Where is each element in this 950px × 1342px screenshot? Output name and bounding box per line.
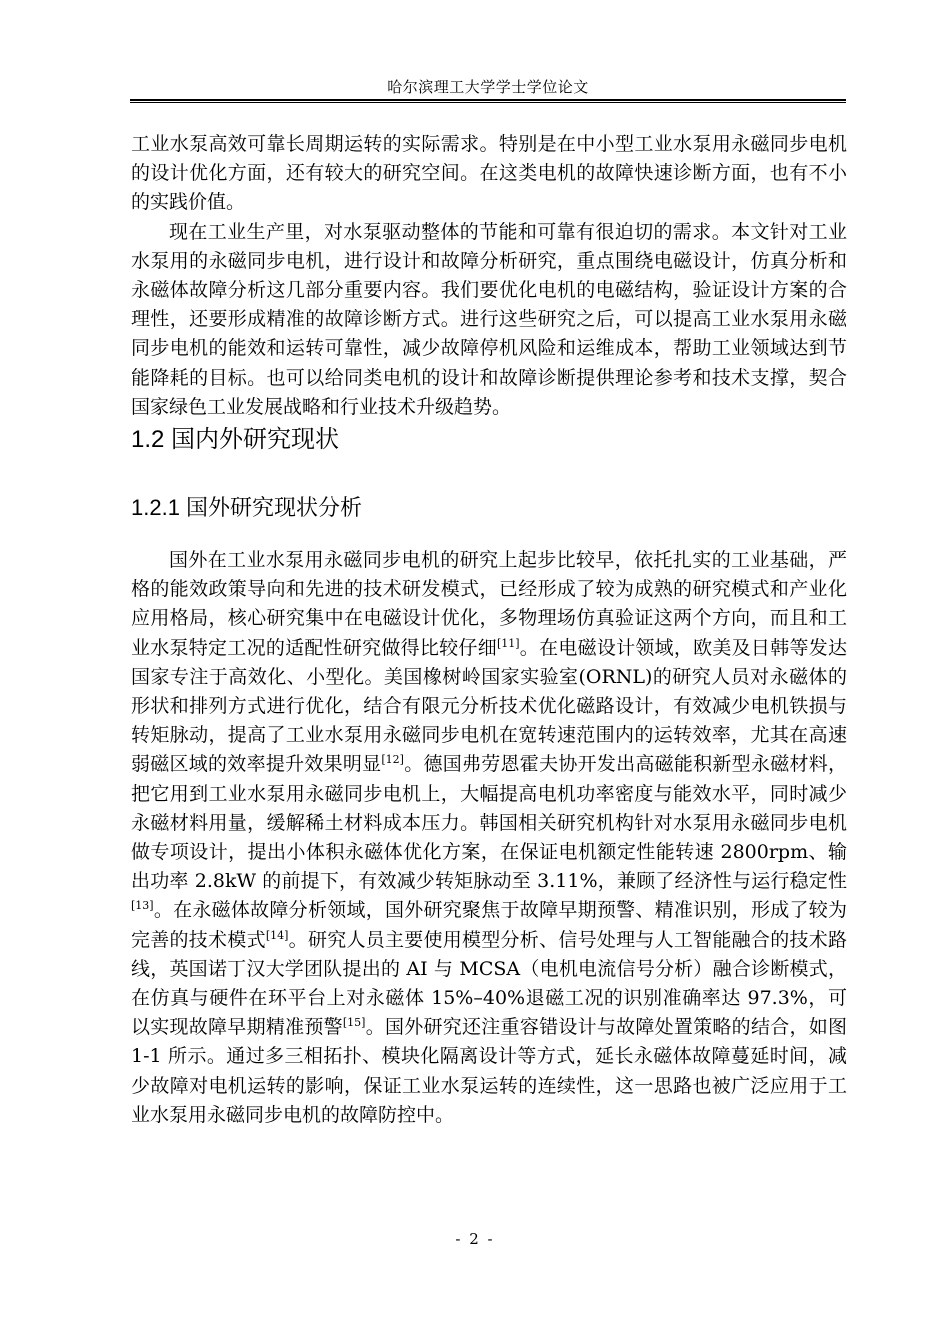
citation-ref: [12] [381,753,404,767]
paragraph-continued: 工业水泵高效可靠长周期运转的实际需求。特别是在中小型工业水泵用永磁同步电机的设计优化方面，还有较大的研究空间。在这类电机的故障快速诊断方面，也有不小的实践价值。 [131,133,847,214]
citation-ref: [14] [265,928,289,942]
citation-ref: [13] [131,899,154,913]
paragraph-foreign-research [131,546,847,1130]
text-run: 。国外研究还注重容错设计与故障处置策略的结合，如图 1-1 所示。通过多三相拓扑、模块化隔离设计等方式，延长永磁体故障蔓延时间，减少故障对电机运转的影响，保证工业水泵运转的连续性，这一思路也被广泛应用于工业水泵用永磁同步电机的故障防控中。 [131,1016,847,1126]
text-run: 。在永磁体故障分析领域，国外研究聚焦于故障早期预警、精准识别，形成了较为完善的技术模式 [131,899,847,951]
running-header: 哈尔滨理工大学学士学位论文 [387,78,589,96]
subsection-heading: 1.2.1 国外研究现状分析 [131,495,363,520]
header-rule [130,99,846,103]
text-run: 。在电磁设计领域，欧美及日韩等发达国家专注于高效化、小型化。美国橡树岭国家实验室(ORNL)的研究人员对永磁体的形状和排列方式进行优化，结合有限元分析技术优化磁路设计，有效减少电机铁损与转矩脉动，提高了工业水泵用永磁同步电机在宽转速范围内的运转效率，尤其在高速弱磁区域的效率提升效果明显 [131,636,847,776]
section-heading: 1.2 国内外研究现状 [131,426,340,453]
intro-section [131,130,847,422]
text-run: 。研究人员主要使用模型分析、信号处理与人工智能融合的技术路线，英国诺丁汉大学团队提出的 AI 与 MCSA（电机电流信号分析）融合诊断模式，在仿真与硬件在环平台上对永磁体 15%–40%退磁工况的识别准确率达 97.3%，可以实现故障早期精准预警 [131,928,847,1039]
citation-ref: [11] [496,636,520,650]
paragraph-motivation: 现在工业生产里，对水泵驱动整体的节能和可靠有很迫切的需求。本文针对工业水泵用的永磁同步电机，进行设计和故障分析研究，重点围绕电磁设计，仿真分析和永磁体故障分析这几部分重要内容。我们要优化电机的电磁结构，验证设计方案的合理性，还要形成精准的故障诊断方式。进行这些研究之后，可以提高工业水泵用永磁同步电机的能效和运转可靠性，减少故障停机风险和运维成本，帮助工业领域达到节能降耗的目标。也可以给同类电机的设计和故障诊断提供理论参考和技术支撑，契合国家绿色工业发展战略和行业技术升级趋势。 [131,220,847,418]
citation-ref: [15] [342,1016,366,1030]
foreign-research-section [131,546,847,1130]
page-number: - 2 - [455,1230,495,1248]
text-run: 国外在工业水泵用永磁同步电机的研究上起步比较早，依托扎实的工业基础，严格的能效政策导向和先进的技术研发模式，已经形成了较为成熟的研究模式和产业化应用格局，核心研究集中在电磁设计优化，多物理场仿真验证这两个方向，而且和工业水泵特定工况的适配性研究做得比较仔细 [131,549,847,659]
text-run: 。德国弗劳恩霍夫协开发出高磁能积新型永磁材料，把它用到工业水泵用永磁同步电机上，大幅提高电机功率密度与能效水平，同时减少永磁材料用量，缓解稀土材料成本压力。韩国相关研究机构针对水泵用永磁同步电机做专项设计，提出小体积永磁体优化方案，在保证电机额定性能转速 2800rpm、输出功率 2.8kW 的前提下，有效减少转矩脉动至 3.11%，兼顾了经济性与运行稳定性 [131,753,847,893]
